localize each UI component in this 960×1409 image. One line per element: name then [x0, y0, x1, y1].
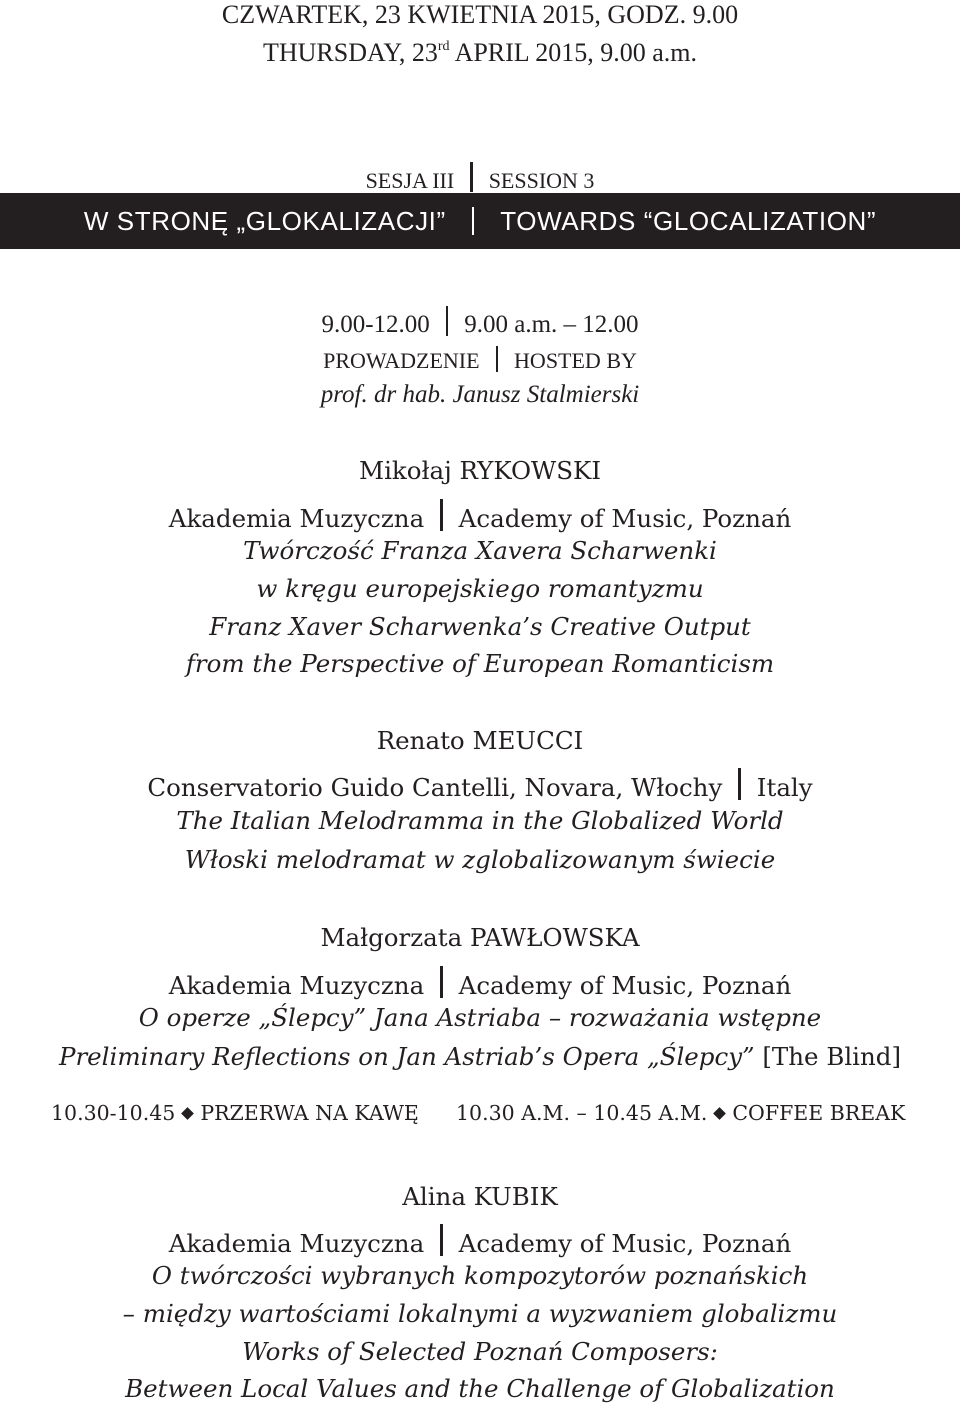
hosted-by: [0, 346, 960, 372]
date-english-prefix: THURSDAY, 23: [263, 38, 438, 67]
date-english-suffix: APRIL 2015, 9.00 a.m.: [449, 38, 697, 67]
speaker-name: Małgorzata PAWŁOWSKA: [320, 923, 640, 952]
talk-title-line: Włoski melodramat w zglobalizowanym świecie: [184, 845, 776, 874]
affiliation-en: Academy of Music, Poznań: [458, 971, 792, 1000]
date-english: [0, 40, 960, 66]
speaker-name: Alina KUBIK: [402, 1182, 558, 1211]
hosted-by-pl: PROWADZENIE: [323, 348, 480, 373]
affiliation-en: Academy of Music, Poznań: [458, 504, 792, 533]
speaker-name: Mikołaj RYKOWSKI: [359, 456, 601, 485]
separator-bar: [496, 346, 499, 372]
hosted-by-en: HOSTED BY: [514, 348, 637, 373]
talk-title-line: – między wartościami lokalnymi a wyzwaniem globalizmu: [122, 1299, 838, 1328]
affiliation-pl: Akademia Muzyczna: [168, 504, 425, 533]
speaker-affiliation: [0, 768, 960, 801]
talk-title-line: Between Local Values and the Challenge of Globalization: [125, 1374, 835, 1403]
talk-title-line: Twórczość Franza Xavera Scharwenki: [243, 536, 717, 565]
talk-title-line: from the Perspective of European Romanticism: [185, 649, 775, 678]
affiliation-pl: Akademia Muzyczna: [168, 971, 425, 1000]
separator-bar: [440, 1224, 443, 1256]
speaker-affiliation: [0, 1224, 960, 1257]
talk-title-line: [0, 1042, 960, 1071]
separator-bar: [446, 306, 449, 336]
talk-title-suffix: [The Blind]: [754, 1042, 902, 1071]
session-label: [0, 162, 960, 192]
separator-bar: [440, 966, 443, 998]
talk-title-italic: Preliminary Reflections on Jan Astriab’s Opera „Ślepcy”: [58, 1042, 755, 1071]
affiliation-pl: Conservatorio Guido Cantelli, Novara, Włochy: [147, 773, 723, 802]
talk-title-line: w kręgu europejskiego romantyzmu: [256, 574, 704, 603]
separator-bar: [440, 499, 443, 531]
coffee-break-en: [456, 1103, 905, 1124]
affiliation-en: Italy: [756, 773, 813, 802]
session-time-pl: 9.00-12.00: [321, 311, 430, 338]
talk-title-line: The Italian Melodramma in the Globalized World: [176, 806, 784, 835]
diamond-icon: [713, 1107, 726, 1120]
separator-bar: [472, 207, 475, 235]
session-time: [0, 306, 960, 337]
session-label-en: SESSION 3: [488, 168, 595, 193]
session-label-pl: SESJA III: [365, 168, 455, 193]
session-title-pl: W STRONĘ „GLOKALIZACJI”: [83, 205, 446, 236]
speaker-name: Renato MEUCCI: [376, 726, 584, 755]
talk-title-line: O twórczości wybranych kompozytorów poznańskich: [151, 1261, 809, 1290]
session-title-banner: [0, 193, 960, 249]
speaker-affiliation: [0, 499, 960, 532]
date-english-ordinal: rd: [437, 39, 450, 54]
talk-title-line: Works of Selected Poznań Composers:: [242, 1337, 718, 1366]
affiliation-pl: Akademia Muzyczna: [168, 1229, 425, 1258]
session-title-en: TOWARDS “GLOCALIZATION”: [500, 205, 877, 236]
session-time-en: 9.00 a.m. – 12.00: [464, 311, 639, 338]
session-host: prof. dr hab. Janusz Stalmierski: [320, 381, 640, 408]
separator-bar: [470, 162, 473, 192]
diamond-icon: [181, 1107, 194, 1120]
date-polish: CZWARTEK, 23 KWIETNIA 2015, GODZ. 9.00: [221, 0, 739, 29]
speaker-affiliation: [0, 966, 960, 999]
break-label-en: COFFEE BREAK: [732, 1101, 906, 1125]
break-time-en: 10.30 A.M. – 10.45 A.M.: [456, 1101, 708, 1125]
affiliation-en: Academy of Music, Poznań: [458, 1229, 792, 1258]
break-time-pl: 10.30-10.45: [51, 1101, 176, 1125]
separator-bar: [738, 768, 741, 800]
coffee-break-pl: [51, 1103, 419, 1124]
break-label-pl: PRZERWA NA KAWĘ: [200, 1101, 419, 1125]
talk-title-line: O operze „Ślepcy” Jana Astriaba – rozważania wstępne: [138, 1003, 822, 1032]
talk-title-line: Franz Xaver Scharwenka’s Creative Output: [209, 612, 751, 641]
